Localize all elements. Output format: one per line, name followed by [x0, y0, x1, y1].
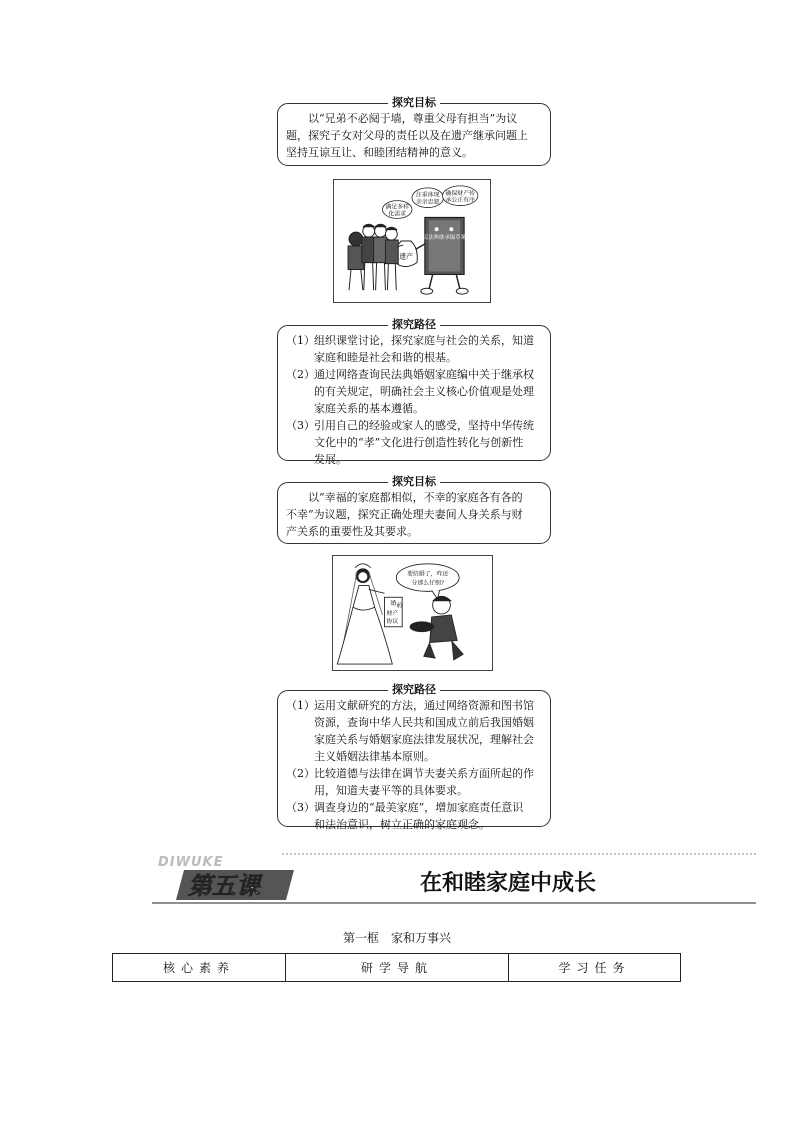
path-box-2-title: 探究路径: [278, 683, 550, 697]
bubble-text: 分那么仔细?: [411, 580, 444, 587]
bubble-text: 承公正有序: [445, 197, 475, 204]
bubble-text: 化需求: [388, 211, 407, 218]
list-line: 主义婚姻法律基本原则。: [314, 750, 435, 763]
list-line: 调查身边的“最美家庭”，增加家庭责任意识: [314, 801, 524, 814]
list-item: [286, 765, 542, 799]
lesson-badge: 第五课: [188, 872, 260, 900]
list-item: [286, 799, 542, 833]
sign-text: 财产: [386, 610, 399, 617]
path-box-2: [277, 683, 551, 831]
goal-box-1: [277, 96, 551, 166]
path-box-1-title: 探究路径: [278, 318, 550, 332]
list-number: （2）: [286, 368, 315, 381]
wedding-cartoon-drawing: [333, 556, 492, 670]
goal-box-1-line: 坚持互谅互让、和睦团结精神的意义。: [286, 146, 473, 159]
list-number: （3）: [286, 419, 315, 432]
goal-box-2-line: 以“幸福的家庭都相似，不幸的家庭各有各的: [308, 491, 523, 504]
goal-box-2-line: 产关系的重要性及其要求。: [286, 525, 418, 538]
list-item: [286, 366, 542, 417]
lesson-header: [152, 850, 756, 906]
list-line: 家庭关系的基本遵循。: [314, 402, 424, 415]
study-table-header: [112, 953, 681, 982]
table-header-learning-tasks: 学习任务: [558, 961, 631, 975]
list-number: （1）: [286, 334, 315, 347]
wedding-cartoon: [332, 555, 493, 671]
list-line: 通过网络查询民法典婚姻家庭编中关于继承权: [314, 368, 534, 381]
bubble-text: 满足多样: [385, 204, 410, 211]
sign-text: 前: [396, 603, 403, 610]
bubble-text: 亲亲忠恕: [415, 199, 440, 206]
list-line: 引用自己的经验或家人的感受，坚持中华传统: [314, 419, 534, 432]
list-line: 文化中的“孝”文化进行创造性转化与创新性: [314, 436, 524, 449]
lesson-title: 在和睦家庭中成长: [420, 870, 597, 896]
list-number: （2）: [286, 767, 315, 780]
list-line: 组织课堂讨论，探究家庭与社会的关系，知道: [314, 334, 534, 347]
list-line: 和法治意识，树立正确的家庭观念。: [314, 818, 490, 831]
table-header-study-navigation: 研学导航: [286, 954, 509, 981]
inheritance-cartoon: [333, 179, 491, 303]
sign-text: 协议: [386, 618, 399, 625]
book-label: 民法典继承编草案: [422, 235, 467, 242]
list-item: [286, 697, 542, 765]
goal-box-2: [277, 475, 551, 544]
goal-box-1-title: 探究目标: [278, 96, 550, 110]
list-item: [286, 332, 542, 366]
bubble-text: 注重体现: [415, 192, 440, 199]
goal-box-2-title: 探究目标: [278, 475, 550, 489]
list-line: 比较道德与法律在调节夫妻关系方面所起的作: [314, 767, 534, 780]
goal-box-1-line: 以“兄弟不必阋于墙，尊重父母有担当”为议: [308, 112, 518, 125]
list-number: （1）: [286, 699, 315, 712]
list-line: 用，知道夫妻平等的具体要求。: [314, 784, 468, 797]
list-line: 运用文献研究的方法，通过网络资源和图书馆: [314, 699, 534, 712]
list-item: [286, 417, 542, 468]
bag-label: 遗产: [399, 252, 413, 261]
list-number: （3）: [286, 801, 315, 814]
goal-box-2-line: 不幸”为议题，探究正确处理夫妻间人身关系与财: [286, 508, 523, 521]
inheritance-cartoon-drawing: [334, 180, 490, 302]
list-line: 家庭和睦是社会和谐的根基。: [314, 351, 457, 364]
list-line: 发展。: [314, 453, 347, 466]
bubble-text: 确保财产传: [445, 190, 475, 197]
table-header-core-literacy: 核心素养: [113, 954, 286, 981]
list-line: 家庭关系与婚姻家庭法律发展状况，理解社会: [314, 733, 534, 746]
lesson-header-graphic: [152, 850, 756, 906]
goal-box-1-line: 题，探究子女对父母的责任以及在遗产继承问题上: [286, 129, 528, 142]
list-line: 的有关规定，明确社会主义核心价值观是处理: [314, 385, 534, 398]
lesson-watermark: DIWUKE: [158, 855, 224, 870]
sign-text: 婚: [390, 601, 397, 608]
path-box-1: [277, 318, 551, 466]
bubble-text: 要结婚了，咋还: [407, 571, 449, 578]
subsection-title: 第一框 家和万事兴: [342, 931, 451, 945]
list-line: 资源，查询中华人民共和国成立前后我国婚姻: [314, 716, 534, 729]
